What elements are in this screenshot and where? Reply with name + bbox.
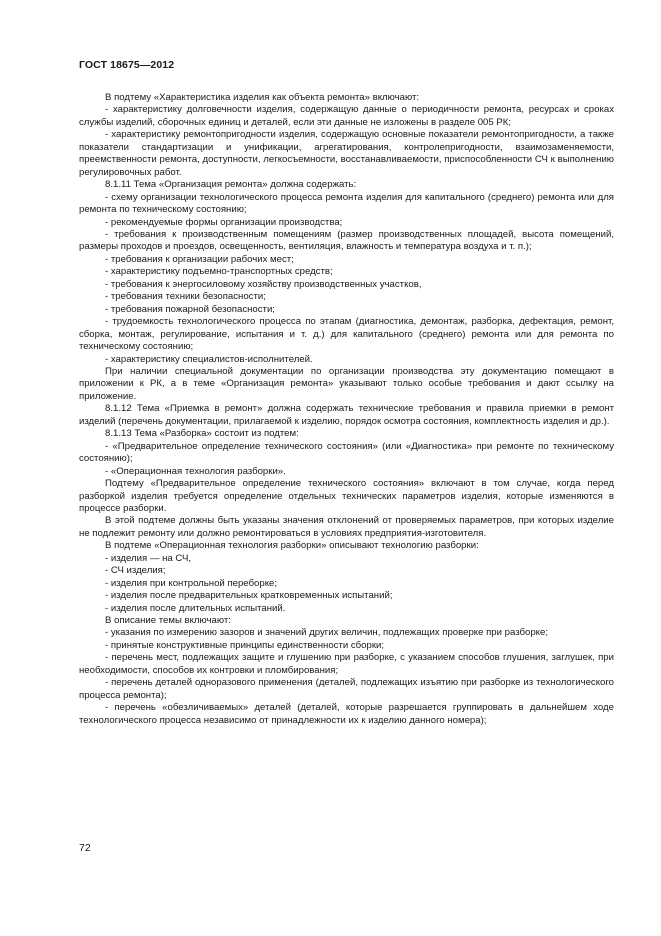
page-number: 72	[79, 842, 91, 854]
paragraph: - рекомендуемые формы организации производства;	[105, 216, 343, 228]
paragraph: - изделия при контрольной переборке;	[105, 577, 278, 589]
paragraph: - характеристику долговечности изделия, содержащую данные о периодичности ремонта, ресурсах и сроках службы изделий, сборочных единиц и деталей, если эти данные не изложены в разделе 005 РК;	[79, 104, 614, 128]
paragraph: - «Предварительное определение технического состояния» (или «Диагностика» при ремонте по техническому состоянию);	[79, 440, 614, 465]
paragraph: - трудоемкость технологического процесса по этапам (диагностика, демонтаж, разборка, дефектация, ремонт, сборка, монтаж, регулирование, испытания и т. д.) для капитального (среднего) ремонта или для ремонта по техническому состоянию;	[79, 316, 614, 353]
paragraph: - принятые конструктивные принципы единственности сборки;	[105, 639, 385, 651]
paragraph: - изделия после предварительных кратковременных испытаний;	[105, 590, 393, 602]
paragraph: Подтему «Предварительное определение технического состояния» включают в том случае, когда перед разборкой изделия требуется определение отдельных технических параметров изделия, которые изменяются в процессе разборки.	[79, 478, 614, 514]
paragraph: - характеристику специалистов-исполнителей.	[105, 353, 313, 365]
paragraph: - «Операционная технология разборки».	[105, 465, 286, 477]
paragraph: В подтему «Характеристика изделия как объекта ремонта» включают:	[105, 92, 419, 103]
paragraph: - требования к энергосиловому хозяйству производственных участков,	[105, 278, 422, 290]
paragraph: - схему организации технологического процесса ремонта изделия для капитального (среднего) ремонта или для ремонта по техническому состоянию;	[79, 191, 614, 216]
document-body	[79, 92, 614, 727]
paragraph: - СЧ изделия;	[105, 565, 166, 577]
paragraph: 8.1.13 Тема «Разборка» состоит из подтем:	[105, 428, 299, 440]
paragraph: - характеристику ремонтопригодности изделия, содержащую основные показатели ремонтопригодности, а также показатели стандартизации и унификации, агрегатирования, контролепригодности, взаимозаменяемости, преемственности ремонта, доступности, легкосъемности, восстанавливаемости, приспособленности СЧ к выполнению регулировочных работ.	[79, 129, 614, 178]
paragraph: - требования к организации рабочих мест;	[105, 253, 294, 265]
paragraph: В описание темы включают:	[105, 615, 231, 627]
paragraph: - указания по измерению зазоров и значений других величин, подлежащих проверке при разборке;	[105, 627, 548, 639]
document-header: ГОСТ 18675—2012	[79, 59, 175, 71]
paragraph: - характеристику подъемно-транспортных средств;	[105, 266, 333, 278]
paragraph: - изделия после длительных испытаний.	[105, 602, 286, 614]
paragraph: 8.1.11 Тема «Организация ремонта» должна содержать:	[105, 179, 357, 191]
paragraph: При наличии специальной документации по организации производства эту документацию помещают в приложении к РК, а в теме «Организация ремонта» указывают только особые требования и дают ссылку на приложение.	[79, 365, 614, 402]
paragraph: 8.1.12 Тема «Приемка в ремонт» должна содержать технические требования и правила приемки в ремонт изделий (перечень документации, прилагаемой к изделию, порядок осмотра состояния, комплектность изделия и др.).	[79, 403, 614, 427]
paragraph: - изделия — на СЧ,	[105, 552, 192, 564]
paragraph: - перечень деталей одноразового применения (деталей, подлежащих изъятию при разборке из технологического процесса ремонта);	[79, 677, 614, 701]
paragraph: - перечень «обезличиваемых» деталей (деталей, которые разрешается группировать в дальнейшем ходе технологического процесса независимо от принадлежности их к изделию данного номера);	[79, 702, 614, 726]
paragraph: - требования к производственным помещениям (размер производственных площадей, высота помещений, размеры проходов и проездов, освещенность, вентиляция, влажность и температура воздуха и т. п.);	[79, 228, 614, 253]
paragraph: - требования пожарной безопасности;	[105, 303, 275, 315]
paragraph: В этой подтеме должны быть указаны значения отклонений от проверяемых параметров, при которых изделие не подлежит ремонту или должно ремонтироваться в условиях предприятия-изготовителя.	[79, 515, 614, 539]
paragraph: В подтеме «Операционная технология разборки» описывают технологию разборки:	[105, 540, 479, 552]
paragraph: - требования техники безопасности;	[105, 291, 266, 303]
paragraph: - перечень мест, подлежащих защите и глушению при разборке, с указанием способов глушения, заглушек, при необходимости, способов их контровки и пломбирования;	[79, 652, 614, 676]
